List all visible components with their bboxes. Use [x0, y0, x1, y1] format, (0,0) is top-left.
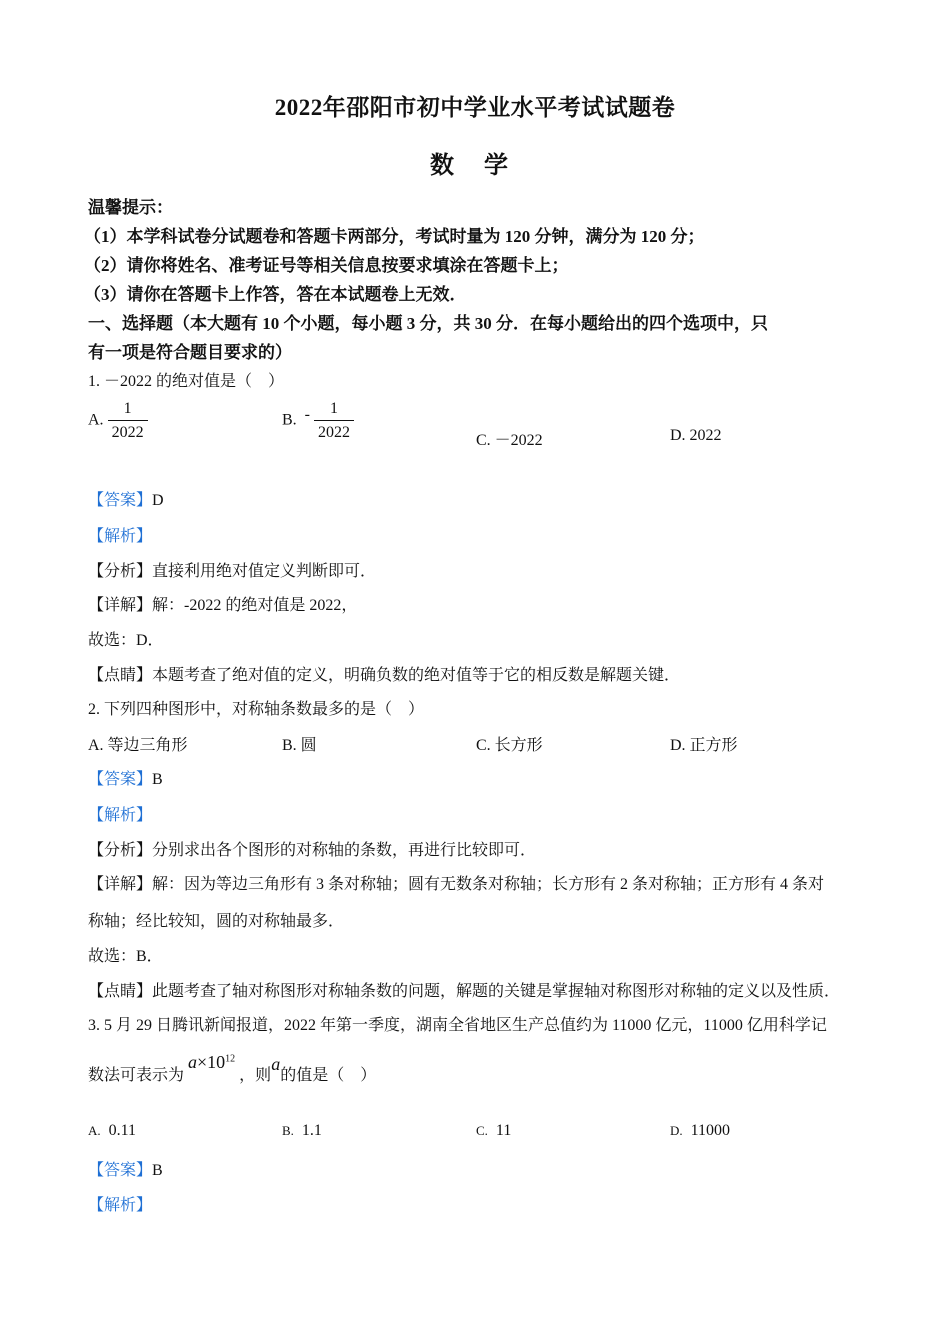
- question-3-option-a: [88, 1122, 136, 1140]
- option-d-label: D.: [670, 1123, 683, 1138]
- option-b-value: 1.1: [301, 1122, 322, 1139]
- answer-tag: 【答案】: [88, 492, 153, 509]
- question-2-option-c: C. 长方形: [476, 737, 543, 754]
- option-b-label: B.: [282, 411, 297, 429]
- question-3-stem-line-1: 3. 5 月 29 日腾讯新闻报道，2022 年第一季度，湖南全省地区生产总值约为 11000 亿元，11000 亿用科学记: [88, 1017, 827, 1034]
- fraction-b-denominator: 2022: [318, 424, 350, 441]
- question-2-xiangjie-line-2: 称轴；经比较知，圆的对称轴最多．: [88, 913, 345, 930]
- question-1-dianjing: [88, 662, 680, 685]
- notice-item-3: （3）请你在答题卡上作答，答在本试题卷上无效．: [84, 285, 467, 304]
- question-2-xiangjie-line-1: [88, 871, 824, 894]
- answer-value: B: [152, 771, 163, 788]
- fenxi-text: 分别求出各个图形的对称轴的条数，再进行比较即可．: [152, 842, 537, 859]
- variable-a-2: a: [271, 1054, 281, 1074]
- answer-tag: 【答案】: [88, 771, 153, 788]
- notice-item-1: （1）本学科试卷分试题卷和答题卡两部分，考试时量为 120 分钟，满分为 120 分；: [84, 227, 705, 246]
- question-2-fenxi: [88, 837, 536, 860]
- question-2-option-b: B. 圆: [282, 737, 317, 754]
- question-2-option-d: D. 正方形: [670, 737, 738, 754]
- question-1-stem: 1. －2022 的绝对值是（ ）: [88, 373, 285, 390]
- fenxi-tag: 【分析】: [88, 563, 153, 580]
- dianjing-tag: 【点睛】: [88, 667, 153, 684]
- fenxi-tag: 【分析】: [88, 842, 153, 859]
- option-b-label: B.: [282, 1123, 294, 1138]
- option-d-value: 11000: [690, 1122, 731, 1139]
- notice-item-2: （2）请你将姓名、准考证号等相关信息按要求填涂在答题卡上；: [84, 256, 569, 275]
- xiangjie-tag: 【详解】: [88, 597, 153, 614]
- option-a-label: A.: [88, 411, 104, 429]
- answer-tag: 【答案】: [88, 1162, 153, 1179]
- question-2-dianjing: [88, 978, 840, 1001]
- exam-title: 2022年邵阳市初中学业水平考试试题卷: [274, 95, 676, 120]
- question-2-answer: [88, 766, 163, 789]
- question-3-option-b: [282, 1122, 322, 1140]
- question-3-stem-line-2: [88, 1052, 377, 1085]
- option-a-value: 0.11: [108, 1122, 137, 1139]
- answer-value: D: [152, 492, 164, 509]
- option-c-value: 11: [495, 1122, 512, 1139]
- fenxi-text: 直接利用绝对值定义判断即可．: [152, 563, 377, 580]
- subject-title: 数 学: [430, 153, 520, 179]
- option-b-sign: -: [304, 405, 310, 423]
- question-3-option-c: [476, 1122, 511, 1140]
- question-2-option-a: A. 等边三角形: [88, 737, 188, 754]
- notice-heading: 温馨提示：: [88, 198, 173, 217]
- xiangjie-text: 解：因为等边三角形有 3 条对称轴；圆有无数条对称轴；长方形有 2 条对称轴；正方形有 4 条对: [152, 876, 825, 893]
- scientific-expression: [188, 1052, 239, 1072]
- dianjing-text: 本题考查了绝对值的定义，明确负数的绝对值等于它的相反数是解题关键．: [152, 667, 681, 684]
- question-1-analysis-tag: 【解析】: [88, 528, 153, 545]
- question-3-analysis-tag: 【解析】: [88, 1197, 153, 1214]
- question-2-choice: 故选：B．: [88, 948, 163, 965]
- question-1-option-a: [88, 400, 148, 442]
- stem-prefix: 数法可表示为: [88, 1067, 185, 1084]
- dianjing-text: 此题考查了轴对称图形对称轴条数的问题，解题的关键是掌握轴对称图形对称轴的定义以及性质．: [152, 983, 841, 1000]
- stem-mid: ，则: [239, 1067, 272, 1084]
- question-1-xiangjie: [88, 592, 357, 615]
- question-1-answer: [88, 487, 164, 510]
- question-2-stem: 2. 下列四种图形中，对称轴条数最多的是（ ）: [88, 701, 425, 718]
- option-a-label: A.: [88, 1123, 101, 1138]
- dianjing-tag: 【点睛】: [88, 983, 153, 1000]
- answer-value: B: [152, 1162, 163, 1179]
- section-heading-line-2: 有一项是符合题目要求的）: [88, 343, 292, 362]
- question-1-option-c: C. －2022: [476, 432, 543, 449]
- question-1-choice: 故选：D．: [88, 632, 164, 649]
- variable-a: a: [188, 1052, 198, 1072]
- exponent: 12: [225, 1053, 236, 1065]
- fraction-a-numerator: 1: [108, 400, 148, 421]
- times-ten: ×10: [197, 1052, 226, 1072]
- fraction-b: [314, 400, 354, 442]
- question-2-analysis-tag: 【解析】: [88, 807, 153, 824]
- section-heading-line-1: 一、选择题（本大题有 10 个小题，每小题 3 分，共 30 分．在每小题给出的四个选项中，只: [88, 314, 768, 333]
- question-1-option-b: [282, 400, 354, 442]
- stem-suffix: 的值是（ ）: [280, 1067, 377, 1084]
- question-3-option-d: [670, 1122, 730, 1140]
- fraction-a-denominator: 2022: [111, 424, 144, 441]
- xiangjie-text: 解：-2022 的绝对值是 2022，: [152, 597, 358, 614]
- question-1-fenxi: [88, 558, 376, 581]
- question-3-answer: [88, 1157, 163, 1180]
- fraction-a: [108, 400, 148, 442]
- option-c-label: C.: [476, 1123, 488, 1138]
- fraction-b-numerator: 1: [314, 400, 354, 421]
- xiangjie-tag: 【详解】: [88, 876, 153, 893]
- question-1-option-d: D. 2022: [670, 427, 722, 444]
